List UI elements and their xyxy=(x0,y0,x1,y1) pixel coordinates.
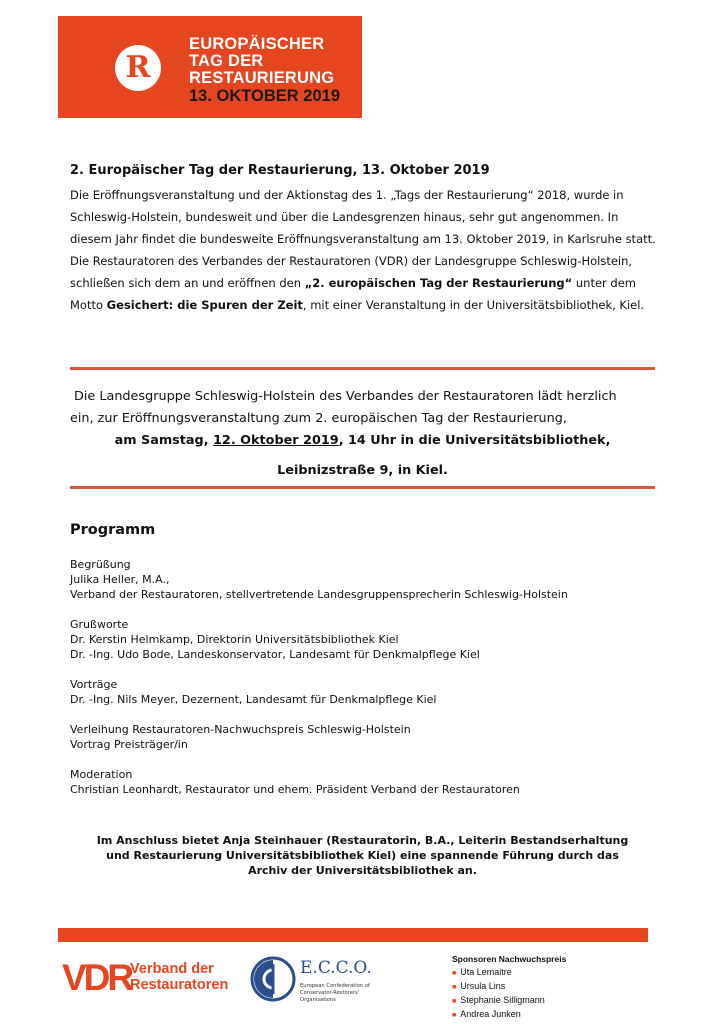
programm-item xyxy=(70,767,670,797)
sponsors-list xyxy=(452,966,652,1022)
programm-item-line: Julika Heller, M.A., xyxy=(70,573,170,586)
invitation-line: ein, zur Eröffnungsveranstaltung zum 2. europäischen Tag der Restaurierung, xyxy=(70,411,567,426)
intro-text: unter dem Motto xyxy=(70,276,636,312)
invitation-line: Die Landesgruppe Schleswig-Holstein des Verbandes der Restauratoren lädt herzlich xyxy=(74,389,617,404)
footer-bar xyxy=(58,928,648,942)
programm-item-title: Verleihung Restauratoren-Nachwuchspreis Schleswig-Holstein xyxy=(70,723,411,736)
invitation-date-line xyxy=(70,430,655,452)
closing-note xyxy=(60,833,665,878)
vdr-name-line: Restauratoren xyxy=(130,977,229,993)
bullet-icon: ■ xyxy=(452,1012,457,1019)
ecco-name: E.C.C.O. xyxy=(300,958,372,978)
banner-title xyxy=(189,36,334,87)
programm-item xyxy=(70,722,670,752)
bullet-icon: ■ xyxy=(452,998,457,1005)
closing-line: und Restaurierung Universitätsbibliothek Kiel) eine spannende Führung durch das xyxy=(106,849,619,862)
banner-title-line: TAG DER xyxy=(189,52,264,70)
closing-line: Im Anschluss bietet Anja Steinhauer (Restauratorin, B.A., Leiterin Bestandserhaltung xyxy=(96,834,629,847)
programm-item xyxy=(70,557,670,602)
list-item xyxy=(452,994,652,1008)
sponsors-box xyxy=(452,954,652,1022)
intro-bold-event: „2. europäischen Tag der Restaurierung“ xyxy=(304,276,573,290)
programm-item-line: Verband der Restauratoren, stellvertretende Landesgruppensprecherin Schleswig-Holstein xyxy=(70,588,568,601)
bullet-icon: ■ xyxy=(452,984,457,991)
vdr-logo-icon xyxy=(62,957,132,998)
banner-title-line: EUROPÄISCHER xyxy=(189,35,325,53)
programm-item-line: Christian Leonhardt, Restaurator und ehem. Präsident Verband der Restauratoren xyxy=(70,783,520,796)
programm-item-line: Dr. -Ing. Udo Bode, Landeskonservator, Landesamt für Denkmalpflege Kiel xyxy=(70,648,480,661)
invitation-date: 12. Oktober 2019 xyxy=(213,433,339,448)
list-item xyxy=(452,966,652,980)
intro-bold-motto: Gesichert: die Spuren der Zeit xyxy=(106,298,303,312)
invitation-block xyxy=(70,386,655,482)
invitation-text: am Samstag, xyxy=(114,433,214,448)
list-item xyxy=(452,980,652,994)
programm-item-title: Grußworte xyxy=(70,618,129,631)
vdr-name-line: Verband der xyxy=(130,961,214,977)
programm-item xyxy=(70,677,670,707)
header-banner xyxy=(58,16,362,118)
restaurierung-logo-icon: R xyxy=(115,45,161,91)
intro-text: , mit einer Veranstaltung in der Universitätsbibliothek, Kiel. xyxy=(302,298,645,312)
programm-item-line: Vortrag Preisträger/in xyxy=(70,738,188,751)
closing-line: Archiv der Universitätsbibliothek an. xyxy=(248,864,477,877)
list-item xyxy=(452,1008,652,1022)
sponsors-heading: Sponsoren Nachwuchspreis xyxy=(452,954,567,964)
invitation-text: , 14 Uhr in die Universitätsbibliothek, xyxy=(338,433,611,448)
programm-heading: Programm xyxy=(70,522,156,538)
ecco-subtitle-line: Organisations xyxy=(300,997,336,1003)
programm-item xyxy=(70,617,670,662)
ecco-subtitle-line: Conservator-Restorers' xyxy=(300,990,360,996)
sponsor-name: Ursula Lins xyxy=(460,981,506,991)
ecco-logo xyxy=(250,956,440,1016)
vdr-mark-text: VDR xyxy=(62,957,132,998)
invitation-address: Leibnizstraße 9, in Kiel. xyxy=(277,463,448,478)
ecco-subtitle-line: European Confederation of xyxy=(300,983,370,989)
intro-paragraph xyxy=(70,184,660,316)
programm-item-title: Begrüßung xyxy=(70,558,131,571)
programm-list xyxy=(70,557,670,812)
sponsor-name: Uta Lemaitre xyxy=(460,967,512,977)
banner-date: 13. OKTOBER 2019 xyxy=(189,87,341,105)
programm-item-title: Moderation xyxy=(70,768,133,781)
sponsor-name: Andrea Junken xyxy=(460,1009,521,1019)
vdr-name xyxy=(130,961,260,993)
sponsor-name: Stephanie Silligmann xyxy=(460,995,545,1005)
ecco-emblem-icon xyxy=(250,956,296,1002)
intro-heading: 2. Europäischer Tag der Restaurierung, 13. Oktober 2019 xyxy=(70,163,490,178)
divider-top xyxy=(70,367,655,370)
banner-title-line: RESTAURIERUNG xyxy=(189,69,335,87)
intro-text: Die Eröffnungsveranstaltung und der Aktionstag des 1. „Tags der Restaurierung“ 2018, wurde in Schleswig-Holstein, bundesweit und über die Landesgrenzen hinaus, sehr gut angenommen. In diesem Jahr findet die bundesweite Eröffnungsveranstaltung am 13. Oktober 2019, in Karlsruhe statt. Die Restauratoren des Verbandes der Restauratoren (VDR) der Landesgruppe Schleswig-Holstein, schließen sich dem an und eröffnen den xyxy=(70,188,656,290)
programm-item-line: Dr. Kerstin Helmkamp, Direktorin Universitätsbibliothek Kiel xyxy=(70,633,399,646)
programm-item-line: Dr. -Ing. Nils Meyer, Dezernent, Landesamt für Denkmalpflege Kiel xyxy=(70,693,437,706)
divider-bottom xyxy=(70,486,655,489)
programm-item-title: Vorträge xyxy=(70,678,118,691)
bullet-icon: ■ xyxy=(452,970,457,977)
ecco-subtitle xyxy=(300,983,390,1004)
